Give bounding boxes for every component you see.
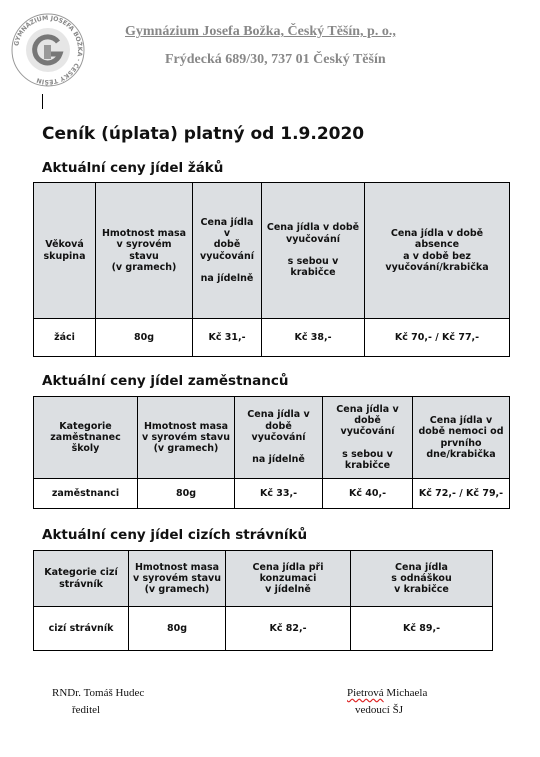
table-header-row — [34, 397, 510, 479]
employees-price-table — [33, 396, 510, 509]
students-heading: Aktuální ceny jídel žáků — [42, 160, 224, 176]
column-header: Cena jídla v době vyučování na jídelně — [193, 183, 262, 319]
table-row — [34, 319, 510, 357]
column-header: Cena jídla v době absence a v době bez vyučování/krabička — [365, 183, 510, 319]
canteen-manager-name — [347, 687, 427, 699]
table-cell: Kč 40,- — [323, 479, 413, 509]
table-cell: Kč 38,- — [262, 319, 365, 357]
column-header: Cena jídla v době vyučování s sebou v krabičce — [262, 183, 365, 319]
canteen-manager-role: vedoucí ŠJ — [355, 704, 403, 716]
table-cell: 80g — [129, 607, 226, 651]
external-heading: Aktuální ceny jídel cizích strávníků — [42, 527, 308, 543]
table-cell: 80g — [138, 479, 235, 509]
column-header: Kategorie cizí strávník — [34, 551, 129, 607]
table-header-row — [34, 551, 493, 607]
column-header: Věková skupina — [34, 183, 96, 319]
employees-heading: Aktuální ceny jídel zaměstnanců — [42, 373, 289, 389]
table-cell: Kč 33,- — [235, 479, 323, 509]
manager-firstname: Michaela — [386, 687, 428, 699]
director-role: ředitel — [72, 704, 101, 716]
column-header: Cena jídla v době vyučování s sebou v krabičce — [323, 397, 413, 479]
table-cell: 80g — [96, 319, 193, 357]
column-header: Kategorie zaměstnanec školy — [34, 397, 138, 479]
column-header: Hmotnost masa v syrovém stavu (v gramech) — [129, 551, 226, 607]
table-row — [34, 479, 510, 509]
school-seal-logo — [10, 12, 86, 88]
seal-text: GYMNÁZIUM JOSEFA BOŽKA · ČESKÝ TĚŠÍN — [13, 14, 84, 86]
director-name: RNDr. Tomáš Hudec — [52, 687, 145, 699]
students-price-table — [33, 182, 510, 357]
table-cell: Kč 89,- — [351, 607, 493, 651]
column-header: Cena jídla v době nemoci od prvního dne/krabička — [413, 397, 510, 479]
table-cell: Kč 72,- / Kč 79,- — [413, 479, 510, 509]
page-title: Ceník (úplata) platný od 1.9.2020 — [42, 124, 365, 144]
external-price-table — [33, 550, 493, 651]
column-header: Cena jídla s odnáškou v krabičce — [351, 551, 493, 607]
table-header-row — [34, 183, 510, 319]
text-cursor — [42, 94, 43, 109]
table-row — [34, 607, 493, 651]
school-address: Frýdecká 689/30, 737 01 Český Těšín — [165, 52, 386, 67]
column-header: Cena jídla v době vyučování na jídelně — [235, 397, 323, 479]
table-cell: Kč 31,- — [193, 319, 262, 357]
table-cell: Kč 82,- — [226, 607, 351, 651]
column-header: Cena jídla při konzumaci v jídelně — [226, 551, 351, 607]
column-header: Hmotnost masa v syrovém stavu (v gramech) — [96, 183, 193, 319]
table-cell: Kč 70,- / Kč 77,- — [365, 319, 510, 357]
manager-surname: Pietrová — [347, 687, 384, 699]
table-cell: zaměstnanci — [34, 479, 138, 509]
table-cell: cizí strávník — [34, 607, 129, 651]
table-cell: žáci — [34, 319, 96, 357]
column-header: Hmotnost masa v syrovém stavu (v gramech) — [138, 397, 235, 479]
school-name: Gymnázium Josefa Božka, Český Těšín, p. o., — [125, 24, 396, 39]
